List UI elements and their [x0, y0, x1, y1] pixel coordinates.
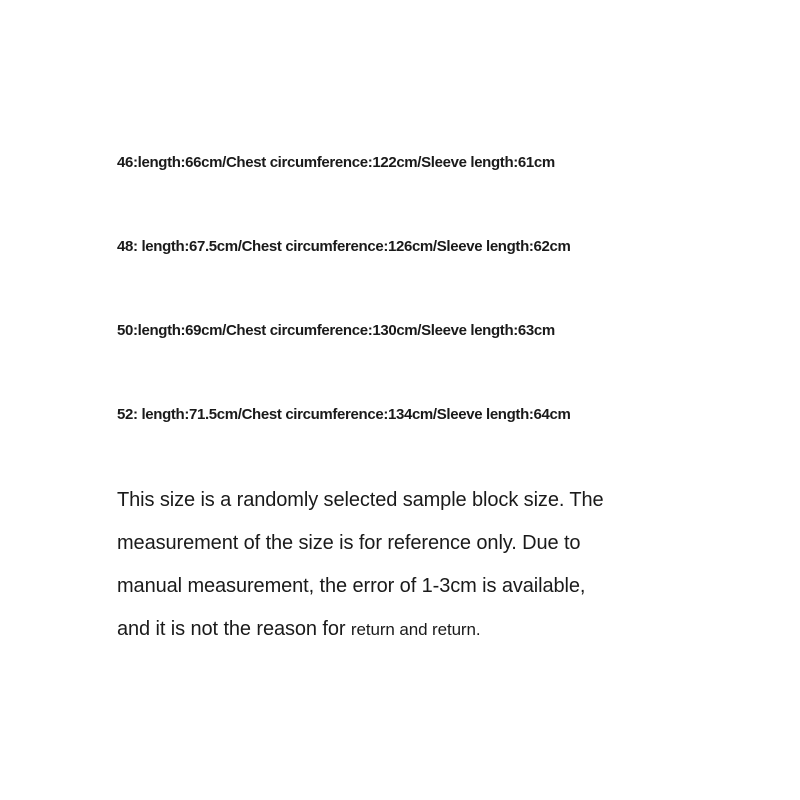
- note-line-3: manual measurement, the error of 1-3cm is available,: [117, 575, 586, 597]
- size-line-48: 48: length:67.5cm/Chest circumference:126cm/Sleeve length:62cm: [117, 238, 571, 255]
- size-line-52: 52: length:71.5cm/Chest circumference:134cm/Sleeve length:64cm: [117, 406, 571, 423]
- note-line-4-end: return and return.: [350, 620, 481, 639]
- measurement-note: [117, 482, 717, 654]
- note-line-4-start: and it is not the reason for: [117, 618, 351, 640]
- note-line-2: measurement of the size is for reference only. Due to: [117, 532, 581, 554]
- size-line-50: 50:length:69cm/Chest circumference:130cm/Sleeve length:63cm: [117, 322, 555, 339]
- size-line-46: 46:length:66cm/Chest circumference:122cm/Sleeve length:61cm: [117, 154, 555, 171]
- note-line-4: [117, 611, 717, 654]
- note-line-1: This size is a randomly selected sample block size. The: [117, 489, 604, 511]
